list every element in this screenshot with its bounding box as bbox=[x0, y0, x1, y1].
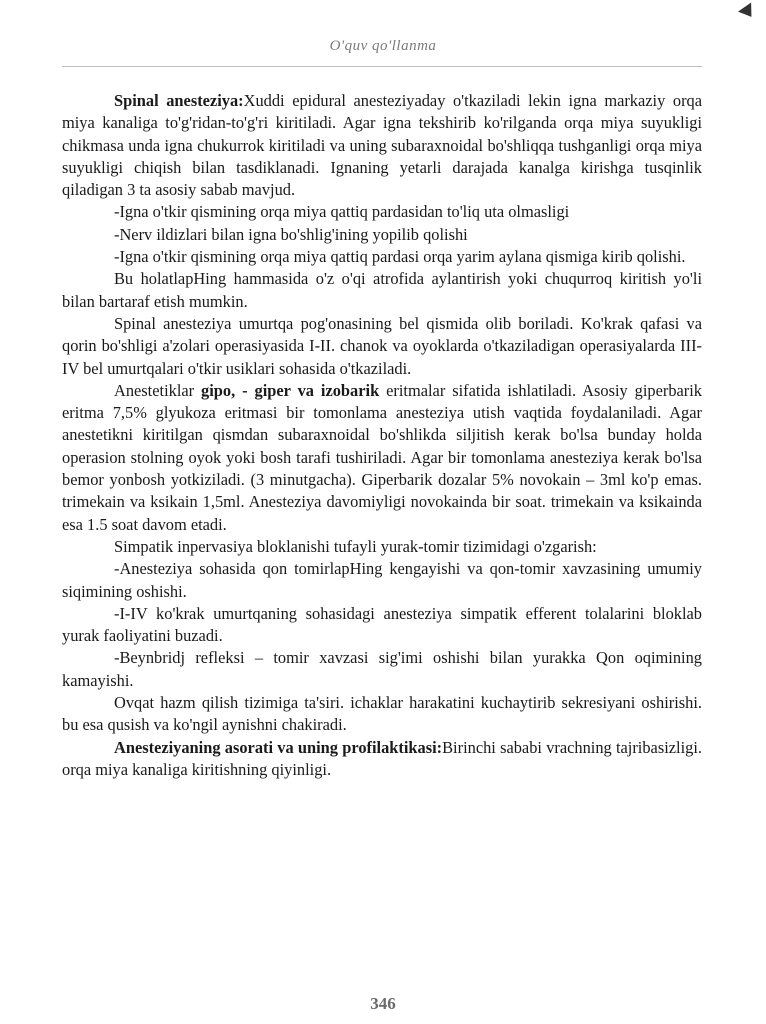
paragraph-complications bbox=[62, 737, 702, 782]
paragraph-text: eritmalar sifatida ishlatiladi. Asosiy giperbarik eritma 7,5% glyukoza eritmasi bir tomonlama anesteziya utish vaqtida foydalaniladi. Agar anestetikni kiritilgan qismdan subaraxnoidal bo'shlikda siljitish kerak bo'lsa bunday holda operasion stolning oyok yoki bosh tarafi tushiriladi. Agar bir tomonlama anesteziya kerak bo'lsa bemor yonbosh yotkiziladi. (3 minutgacha). Giperbarik dozalar 5% novokain – 3ml ko'p emas. trimekain va ksikain 1,5ml. Anesteziya davomiyligi novokainda bir soat. trimekain va ksikainda esa 1.5 soat davom etadi. bbox=[62, 380, 703, 534]
paragraph: Bu holatlapHing hammasida o'z o'qi atrofida aylantirish yoki chuqurroq kiritish yo'li bilan bartaraf etish mumkin. bbox=[62, 269, 702, 311]
paragraph-anesthetics bbox=[62, 380, 702, 536]
paragraph-text: Birinchi sababi vrachning tajribasizligi. orqa miya kanaliga kiritishning qiyinligi. bbox=[62, 737, 702, 779]
list-item: -Igna o'tkir qismining orqa miya qattiq pardasidan to'liq uta olmasligi bbox=[114, 202, 570, 222]
list-item: -Beynbridj refleksi – tomir xavzasi sig'imi oshishi bilan yurakka Qon oqimining kamayishi. bbox=[62, 648, 702, 690]
list-item: -I-IV ko'krak umurtqaning sohasidagi anesteziya simpatik efferent tolalarini bloklab yurak faoliyatini buzadi. bbox=[62, 603, 702, 646]
list-item: -Anesteziya sohasida qon tomirlapHing kengayishi va qon-tomir xavzasining umumiy siqimining oshishi. bbox=[62, 559, 702, 601]
list-item: -Nerv ildizlari bilan igna bo'shlig'ining yopilib qolishi bbox=[114, 224, 468, 244]
page-number: 346 bbox=[370, 994, 396, 1013]
paragraph: Simpatik inpervasiya bloklanishi tufayli yurak-tomir tizimidagi o'zgarish: bbox=[114, 536, 597, 556]
header-rule bbox=[62, 66, 702, 67]
running-title: O'quv qo'llanma bbox=[329, 38, 437, 54]
page-corner-mark bbox=[738, 2, 758, 21]
body-text bbox=[62, 90, 702, 781]
list-item: -Igna o'tkir qismining orqa miya qattiq pardasi orqa yarim aylana qismiga kirib qolishi. bbox=[114, 247, 686, 267]
bold-term: gipo, - giper va izobarik bbox=[201, 380, 380, 400]
paragraph-spinal-anesthesia bbox=[62, 90, 702, 201]
paragraph-text: Xuddi epidural anesteziyaday o'tkaziladi lekin igna markaziy orqa miya kanaliga to'g'ridan-to'g'ri kiritiladi. Agar igna tekshirib ko'rilganda orqa miya suyukligi chikmasa unda igna chukurrok kiritiladi va uning subaraxnoidal bo'shliqqa tushganligi orqa miya suyukligi chiqish bilan tasdiklanadi. Ignaning yetarli darajada kanalga kirishga tusqinlik qiladigan 3 ta asosiy sabab mavjud. bbox=[62, 91, 703, 200]
bold-term: Anesteziyaning asorati va uning profilaktikasi: bbox=[114, 737, 443, 757]
bold-term: Spinal anesteziya: bbox=[114, 91, 244, 110]
paragraph-text: Anestetiklar bbox=[114, 380, 202, 400]
paragraph: Spinal anesteziya umurtqa pog'onasining bel qismida olib boriladi. Ko'krak qafasi va qorin bo'shligi a'zolari operasiyasida I-II. chanok va oyoklarda o'tkaziladigan operasiyalarda III-IV bel umurtqalari o'tkir usiklari sohasida o'tkaziladi. bbox=[62, 313, 702, 378]
paragraph: Ovqat hazm qilish tizimiga ta'siri. ichaklar harakatini kuchaytirib sekresiyani oshirishi. bu esa qusish va ko'ngil aynishni chakiradi. bbox=[62, 693, 702, 735]
